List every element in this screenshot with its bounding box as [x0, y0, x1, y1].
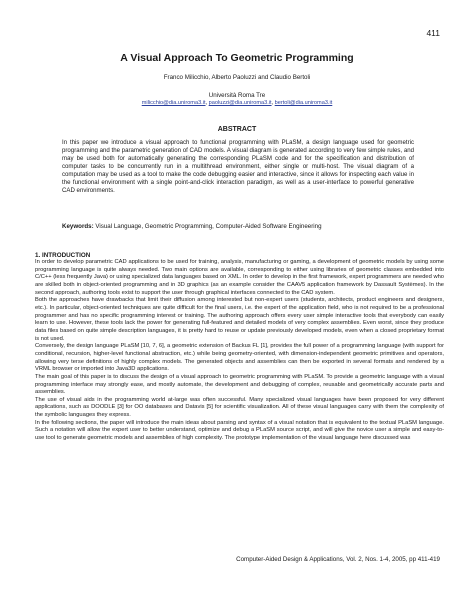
email-link-paoluzzi[interactable]: paoluzzi@dia.uniroma3.it: [208, 100, 272, 106]
paragraph: Both the approaches have drawbacks that limit their diffusion among interested but non-expert users (students, architects, product engineers and designers, etc.). In particular, object-oriented techniques are quite difficult for the final users, i.e. the expert of the application field, who is not required to be a professional programmer and has no specific programming interest or training. The authoring approach offers every user simple interactive tools that everybody can easily learn to use. However, these tools lack the power for generating full-featured and detailed models of very complex assemblies. Even worst, since they produce data files based on quite simple description languages, it is pretty hard to reuse or update previously developed models, even when a closed proprietary format is not used.: [35, 297, 444, 342]
paragraph: In order to develop parametric CAD applications to be used for training, analysis, manufacturing or gaming, a development of geometric models by using some programming language is quite always needed. Two main options are available, corresponding to either using libraries of geometric classes embedded into C/C++ (less frequently Java) or using specialized data languages based on XML. In order to develop in the first framework, expert programmers are needed who are skilled both in object-oriented programming and in 3D graphics (as an example consider the CAAV5 application framework by Dassault Systèmes). In the second approach, authoring tools exist to support the user through graphical interfaces connected to the CAD system.: [35, 259, 444, 296]
keywords-label: Keywords:: [62, 223, 94, 230]
journal-footer: Computer-Aided Design & Applications, Vol. 2, Nos. 1-4, 2005, pp 411-419: [236, 556, 440, 563]
page-number: 411: [426, 28, 440, 38]
author-list: Franco Milicchio, Alberto Paoluzzi and Claudio Bertoli: [163, 74, 311, 81]
paragraph: Conversely, the design language PLaSM [10, 7, 6], a geometric extension of Backus FL [1], provides the full power of a programming language (with support for conditional, recursion, higher-level functional abstraction, etc.) while being geometry-oriented, with dimension-independent geometric primitives and operators, allowing very terse definitions of highly complex models. The generated objects and assemblies can then be exported in several formats and rendered by a VRML browser or imported into Java3D applications.: [35, 343, 444, 373]
paragraph: The main goal of this paper is to discuss the design of a visual approach to geometric programming with PLaSM. To provide a geometric language with a visual programming interface may strongly ease, and mostly automate, the development and debugging of complex, reusable and geometrically accurate parts and assemblies.: [35, 373, 444, 396]
keywords-text: Visual Language, Geometric Programming, Computer-Aided Software Engineering: [93, 223, 322, 230]
email-separator: ,: [271, 100, 275, 106]
abstract-heading: ABSTRACT: [217, 126, 257, 133]
paragraph: The use of visual aids in the programming world at-large was often successful. Many specialized visual languages have been proposed for very different applications, such as DOODLE [3] for OO databases and Datavis [5] for scientific visualization. All of these visual languages carry with them the complexity of the symbolic languages they express.: [35, 396, 444, 419]
email-link-milicchio[interactable]: milicchio@dia.uniroma3.it: [141, 100, 206, 106]
section-heading-introduction: 1. INTRODUCTION: [35, 252, 91, 259]
keywords: [62, 223, 414, 230]
paper-title: A Visual Approach To Geometric Programming: [120, 52, 354, 64]
paragraph: In the following sections, the paper will introduce the main ideas about parsing and syntax of a visual notation that is equivalent to the textual PLaSM language. Such a notation will allow the expert user to better understand, optimize and debug a PLaSM source script, and will give the novice user a simple and easy-to-use tool to generate geometric models and assemblies of high complexity. The prototype implementation of the visual language here discussed was: [35, 419, 444, 442]
affiliation: Università Roma Tre: [208, 92, 266, 99]
abstract-text: In this paper we introduce a visual approach to functional programming with PLaSM, a design language used for geometric programming and the parametric generation of CAD models. A visual diagram is generated according to very few simple rules, and may be used both for automatically generating the corresponding PLaSM code and for the specification and distribution of computer tasks to be concurrently run in a multithread environment, either single or multi-host. The visual diagram of a computation may be used as a tool to make the code debugging easier and interactive, since it allows for inspecting each value in the functional environment with a single point-and-click interaction paradigm, as well as a user-interface to powerful generative CAD environments.: [62, 139, 414, 194]
author-emails: [0, 100, 474, 106]
email-separator: ,: [205, 100, 209, 106]
introduction-body: [35, 259, 444, 443]
email-link-bertoli[interactable]: bertoli@dia.uniroma3.it: [274, 100, 333, 106]
